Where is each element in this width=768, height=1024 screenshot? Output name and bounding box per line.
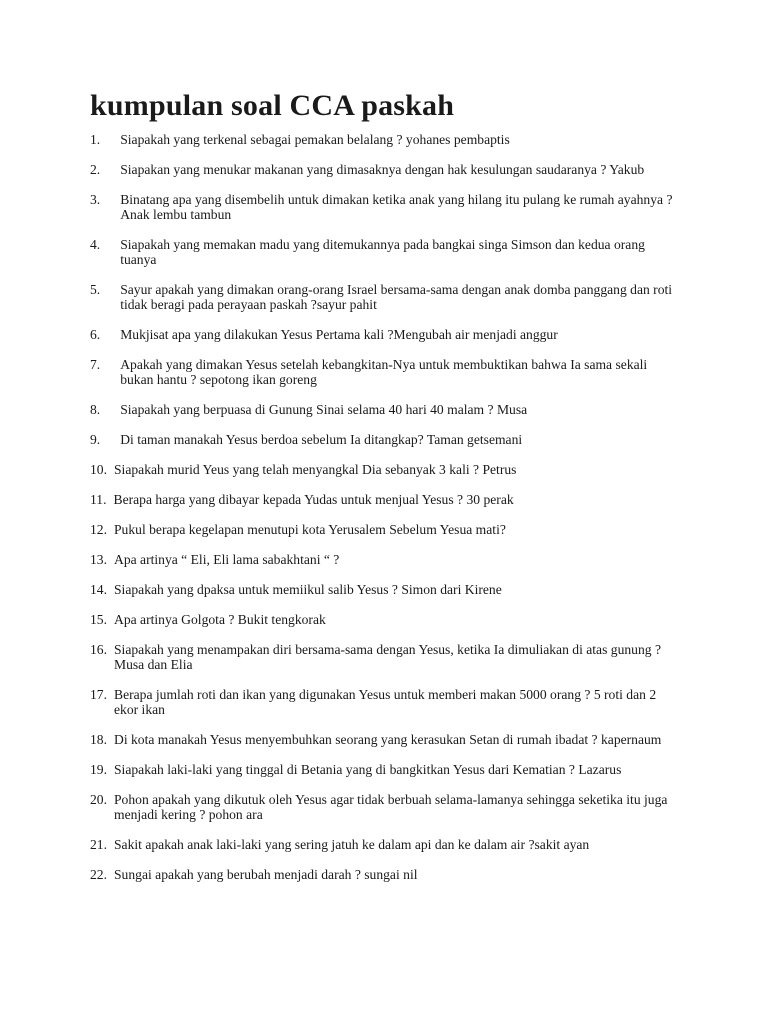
list-item bbox=[90, 522, 678, 537]
item-number: 13. bbox=[90, 552, 107, 567]
item-text: Sakit apakah anak laki-laki yang sering jatuh ke dalam api dan ke dalam air ?sakit ayan bbox=[114, 837, 590, 852]
item-text: Siapakan yang menukar makanan yang dimasaknya dengan hak kesulungan saudaranya ? Yakub bbox=[120, 162, 645, 177]
item-number: 7. bbox=[90, 357, 101, 372]
item-text: Berapa harga yang dibayar kepada Yudas untuk menjual Yesus ? 30 perak bbox=[113, 492, 514, 507]
list-item bbox=[90, 162, 678, 177]
item-number: 18. bbox=[90, 732, 107, 747]
list-item bbox=[90, 132, 678, 147]
list-item bbox=[90, 837, 678, 852]
item-number: 14. bbox=[90, 582, 107, 597]
item-text: Mukjisat apa yang dilakukan Yesus Pertama kali ?Mengubah air menjadi anggur bbox=[120, 327, 558, 342]
item-text: Di taman manakah Yesus berdoa sebelum Ia ditangkap? Taman getsemani bbox=[120, 432, 523, 447]
list-item bbox=[90, 582, 678, 597]
item-text: Binatang apa yang disembelih untuk dimakan ketika anak yang hilang itu pulang ke rumah ayahnya ?Anak lembu tambun bbox=[120, 192, 673, 222]
item-number: 5. bbox=[90, 282, 101, 297]
item-text: Sungai apakah yang berubah menjadi darah ? sungai nil bbox=[114, 867, 418, 882]
item-number: 10. bbox=[90, 462, 107, 477]
item-number: 9. bbox=[90, 432, 101, 447]
item-text: Sayur apakah yang dimakan orang-orang Israel bersama-sama dengan anak domba panggang dan roti tidak beragi pada perayaan paskah ?sayur pahit bbox=[120, 282, 673, 312]
item-number: 3. bbox=[90, 192, 101, 207]
item-number: 12. bbox=[90, 522, 107, 537]
item-number: 17. bbox=[90, 687, 107, 702]
list-item bbox=[90, 552, 678, 567]
list-item bbox=[90, 612, 678, 627]
item-text: Apa artinya Golgota ? Bukit tengkorak bbox=[114, 612, 326, 627]
item-number: 8. bbox=[90, 402, 101, 417]
question-list bbox=[90, 132, 678, 882]
list-item bbox=[90, 357, 678, 387]
item-number: 15. bbox=[90, 612, 107, 627]
list-item bbox=[90, 327, 678, 342]
list-item bbox=[90, 732, 678, 747]
item-text: Di kota manakah Yesus menyembuhkan seorang yang kerasukan Setan di rumah ibadat ? kapernaum bbox=[114, 732, 662, 747]
item-text: Siapakah laki-laki yang tinggal di Betania yang di bangkitkan Yesus dari Kematian ? Lazarus bbox=[114, 762, 622, 777]
item-number: 6. bbox=[90, 327, 101, 342]
item-number: 11. bbox=[90, 492, 107, 507]
item-number: 2. bbox=[90, 162, 101, 177]
list-item bbox=[90, 762, 678, 777]
item-text: Apa artinya “ Eli, Eli lama sabakhtani “ ? bbox=[114, 552, 340, 567]
item-text: Apakah yang dimakan Yesus setelah kebangkitan-Nya untuk membuktikan bahwa Ia sama sekali bukan hantu ? sepotong ikan goreng bbox=[120, 357, 648, 387]
document-title: kumpulan soal CCA paskah bbox=[90, 89, 455, 122]
item-number: 16. bbox=[90, 642, 107, 657]
list-item bbox=[90, 462, 678, 477]
item-number: 22. bbox=[90, 867, 107, 882]
list-item bbox=[90, 402, 678, 417]
item-text: Berapa jumlah roti dan ikan yang digunakan Yesus untuk memberi makan 5000 orang ? 5 roti dan 2 ekor ikan bbox=[114, 687, 657, 717]
item-text: Pohon apakah yang dikutuk oleh Yesus agar tidak berbuah selama-lamanya sehingga seketika itu juga menjadi kering ? pohon ara bbox=[114, 792, 668, 822]
item-text: Siapakah yang terkenal sebagai pemakan belalang ? yohanes pembaptis bbox=[120, 132, 510, 147]
list-item bbox=[90, 687, 678, 717]
item-text: Siapakah yang memakan madu yang ditemukannya pada bangkai singa Simson dan kedua orang tuanya bbox=[120, 237, 645, 267]
item-number: 20. bbox=[90, 792, 107, 807]
item-number: 21. bbox=[90, 837, 107, 852]
list-item bbox=[90, 282, 678, 312]
list-item bbox=[90, 642, 678, 672]
item-text: Siapakah yang berpuasa di Gunung Sinai selama 40 hari 40 malam ? Musa bbox=[120, 402, 528, 417]
item-number: 1. bbox=[90, 132, 101, 147]
list-item bbox=[90, 492, 678, 507]
item-text: Siapakah murid Yeus yang telah menyangkal Dia sebanyak 3 kali ? Petrus bbox=[114, 462, 517, 477]
list-item bbox=[90, 792, 678, 822]
list-item bbox=[90, 432, 678, 447]
item-number: 4. bbox=[90, 237, 101, 252]
list-item bbox=[90, 237, 678, 267]
item-text: Siapakah yang dpaksa untuk memiikul salib Yesus ? Simon dari Kirene bbox=[114, 582, 502, 597]
item-text: Pukul berapa kegelapan menutupi kota Yerusalem Sebelum Yesua mati? bbox=[114, 522, 506, 537]
list-item bbox=[90, 867, 678, 882]
item-text: Siapakah yang menampakan diri bersama-sama dengan Yesus, ketika Ia dimuliakan di atas gunung ? Musa dan Elia bbox=[114, 642, 661, 672]
list-item bbox=[90, 192, 678, 222]
item-number: 19. bbox=[90, 762, 107, 777]
